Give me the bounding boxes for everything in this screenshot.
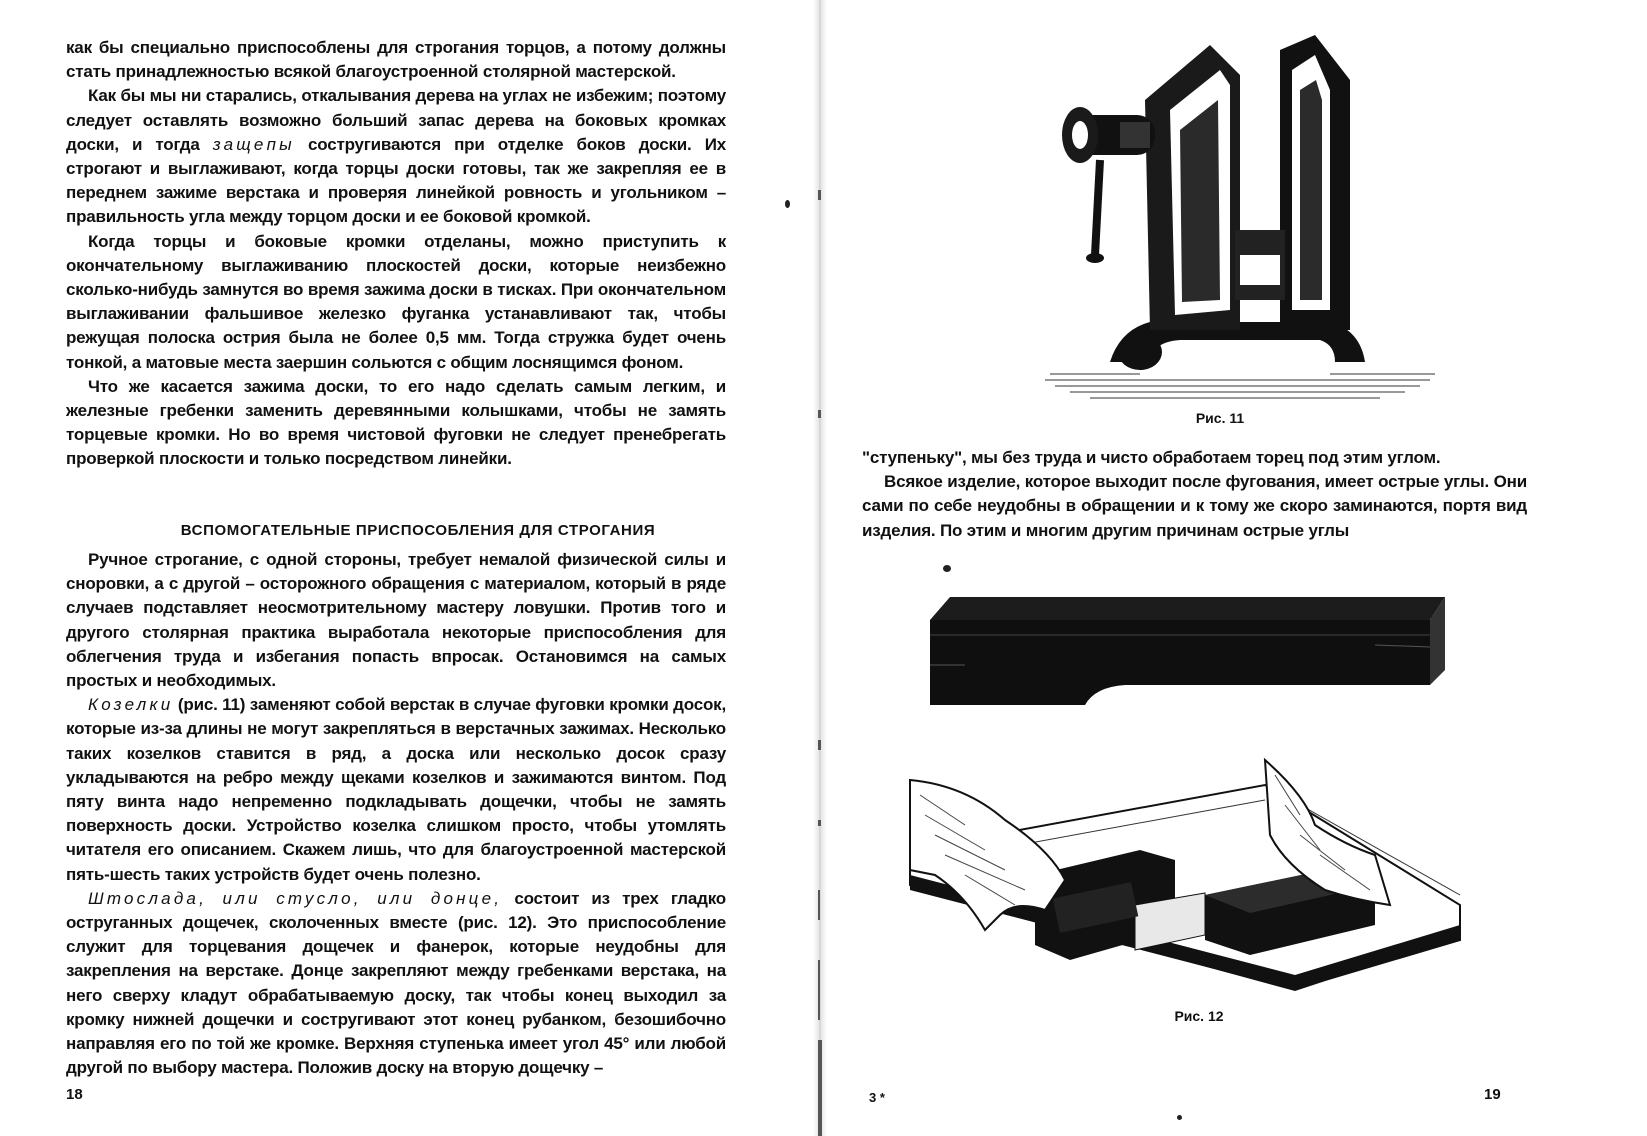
emphasis-term: Штослада, или стусло, или донце, (88, 888, 503, 908)
paragraph: Штослада, или стусло, или донце, состоит из трех гладко оструганных дощечек, сколоченных вместе (рис. 12). Это приспособление служит для торцевания дощечек и фанерок, которые неудобны для закрепления на верстаке. Донце закрепляют между гребенками верстака, на него сверху кладут обрабатываемую доску, так чтобы конец выходил за кромку нижней дощечки и состругивают этот конец рубанком, безошибочно направляя его по той же кромке. Верхняя ступенька имеет угол 45° или любой другой по выбору мастера. Положив доску на вторую дощечку – (66, 888, 726, 1078)
emphasis-term: защепы (212, 134, 295, 154)
figure-11-illustration (1030, 30, 1450, 430)
right-page (825, 0, 1647, 1136)
page-number: 19 (1484, 1086, 1501, 1103)
figure-12-hands-illustration (905, 755, 1465, 995)
emphasis-term: Козелки (88, 695, 174, 715)
paragraph: "ступеньку", мы без труда и чисто обработаем торец под этим углом. (862, 448, 1441, 467)
paragraph: Всякое изделие, которое выходит после фугования, имеет острые углы. Они сами по себе неудобны в обращении и к тому же скоро заминаются, портя вид изделия. По этим и многим другим причинам острые углы (862, 472, 1527, 540)
paragraph: Когда торцы и боковые кромки отделаны, можно приступить к окончательному выглаживанию плоскостей доски, которые неизбежно сколько-нибудь замнутся во время зажима доски в тисках. При окончательном выглаживании фальшивое железко фуганка устанавливают так, чтобы режущая полоска острия была не более 0,5 мм. Тогда стружка будет очень тонкой, а матовые места заершин сольются с общим лоснящимся фоном. (66, 231, 726, 372)
paragraph: Что же касается зажима доски, то его надо сделать самым легким, и железные гребенки заменить деревянными колышками, чтобы не замять торцевые кромки. Но во время чистовой фуговки не следует пренебрегать проверкой плоскости и только посредством линейки. (66, 376, 726, 469)
left-page (0, 0, 815, 1136)
figure-12-caption: Рис. 12 (1174, 1008, 1224, 1024)
right-text (862, 446, 1527, 543)
scan-speck (785, 200, 790, 208)
left-top-text (66, 36, 726, 472)
scan-speck (943, 565, 951, 572)
printer-signature: 3 * (869, 1090, 885, 1105)
figure-11-caption: Рис. 11 (1195, 410, 1245, 426)
paragraph: Козелки (рис. 11) заменяют собой верстак в случае фуговки кромки досок, которые из-за длины не могут закрепляться в верстачных зажимах. Несколько таких козелков ставится в ряд, а доска или несколько досок сразу укладываются на ребро между щеками козелков и зажимаются винтом. Под пяту винта надо непременно подкладывать дощечки, чтобы не замять поверхность доски. Устройство козелка слишком просто, чтобы утомлять читателя его описанием. Скажем лишь, что для благоустроенной мастерской пять-шесть таких устройств будет очень полезно. (66, 695, 726, 884)
left-bottom-text (66, 548, 726, 1080)
page-number: 18 (66, 1086, 83, 1103)
scan-speck (1177, 1115, 1182, 1120)
gutter-scan-marks (818, 0, 824, 1136)
paragraph: Как бы мы ни старались, откалывания дерева на углах не избежим; поэтому следует оставлять возможно больший запас дерева на боковых кромках доски, и тогда защепы состругиваются при отделке боков доски. Их строгают и выглаживают, когда торцы доски готовы, так же закрепляя ее в переднем зажиме верстака и проверяя линейкой ровность и угольником – правильность угла между торцом доски и ее боковой кромкой. (66, 86, 726, 227)
paragraph: Ручное строгание, с одной стороны, требует немалой физической силы и сноровки, а с другой – осторожного обращения с материалом, который в ряде случаев подставляет неосмотрительному мастеру ловушки. Против того и другого столярная практика выработала некоторые приспособления для облегчения труда и избегания попасть впросак. Остановимся на самых простых и необходимых. (66, 550, 726, 691)
figure-12-board-illustration (925, 585, 1455, 715)
paragraph: как бы специально приспособлены для строгания торцов, а потому должны стать принадлежностью всякой благоустроенной столярной мастерской. (66, 38, 726, 82)
section-heading: ВСПОМОГАТЕЛЬНЫЕ ПРИСПОСОБЛЕНИЯ ДЛЯ СТРОГАНИЯ (180, 522, 656, 539)
